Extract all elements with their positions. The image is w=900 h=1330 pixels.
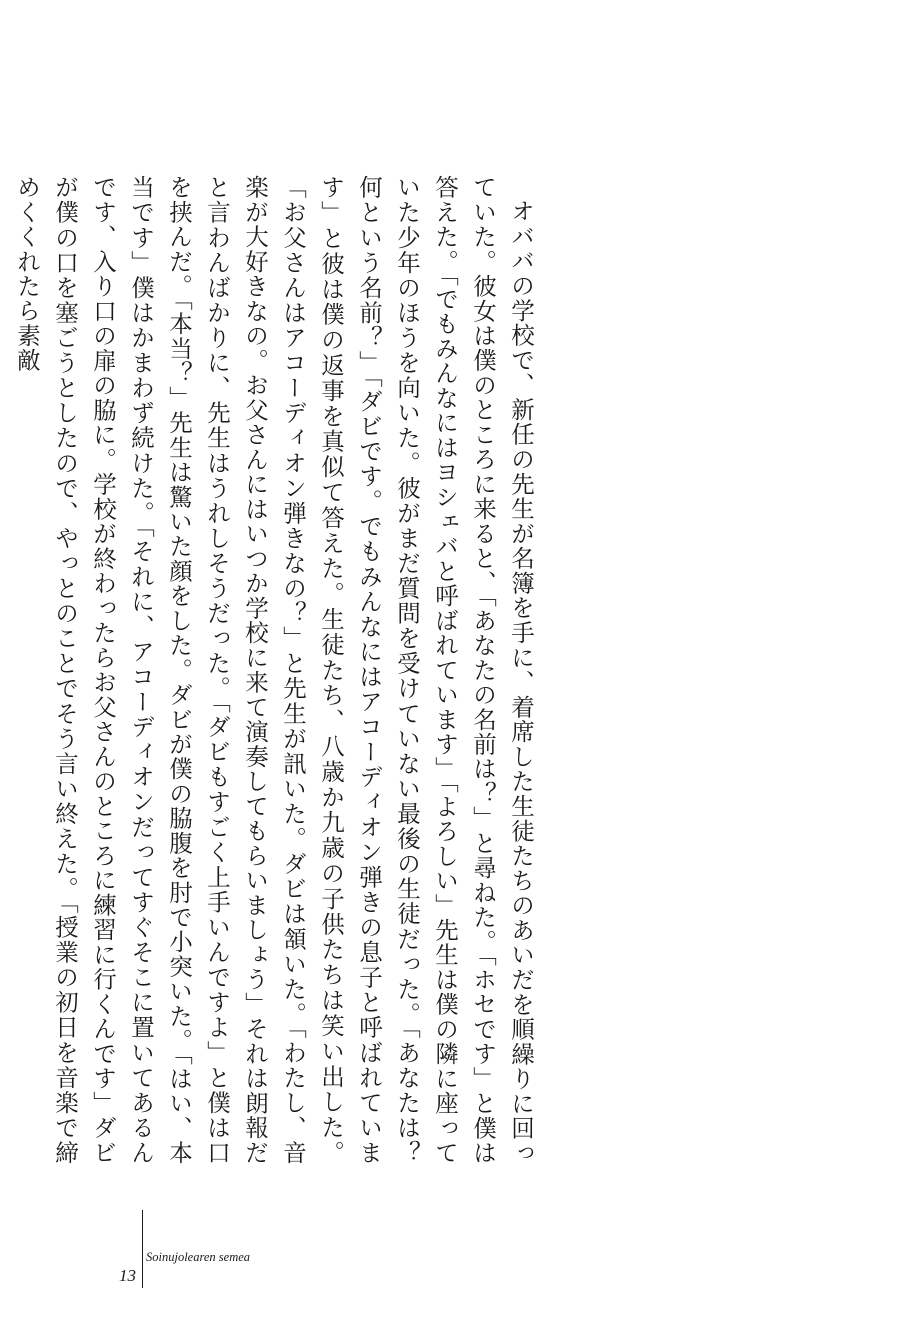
body-text [13, 175, 540, 1190]
page-number: 13 [119, 1266, 136, 1285]
footer-divider [142, 1210, 143, 1288]
page-footer [108, 1210, 348, 1290]
body-paragraph: オババの学校で、新任の先生が名簿を手に、着席した生徒たちのあいだを順繰りに回っていた。彼女は僕のところに来ると、「あなたの名前は？」と尋ねた。「ホセです」と僕は答えた。「でもみんなにはヨシェバと呼ばれています」「よろしい」先生は僕の隣に座っていた少年のほうを向いた。彼がまだ質問を受けていない最後の生徒だった。「あなたは？ 何という名前？」「ダビです。でもみんなにはアコーディオン弾きの息子と呼ばれています」と彼は僕の返事を真似て答えた。生徒たち、八歳か九歳の子供たちは笑い出した。「お父さんはアコーディオン弾きなの？」と先生が訊いた。ダビは頷いた。「わたし、音楽が大好きなの。お父さんにはいつか学校に来て演奏してもらいましょう」それは朗報だと言わんばかりに、先生はうれしそうだった。「ダビもすごく上手いんですよ」と僕は口を挟んだ。「本当？」先生は驚いた顔をした。ダビが僕の脇腹を肘で小突いた。「はい、本当です」僕はかまわず続けた。「それに、アコーディオンだってすぐそこに置いてあるんです、入り口の扉の脇に。学校が終わったらお父さんのところに練習に行くんです」ダビが僕の口を塞ごうとしたので、やっとのことでそう言い終えた。「授業の初日を音楽で締めくくれたら素敵 [13, 175, 535, 1190]
running-title: Soinujolearen semea [146, 1250, 251, 1264]
